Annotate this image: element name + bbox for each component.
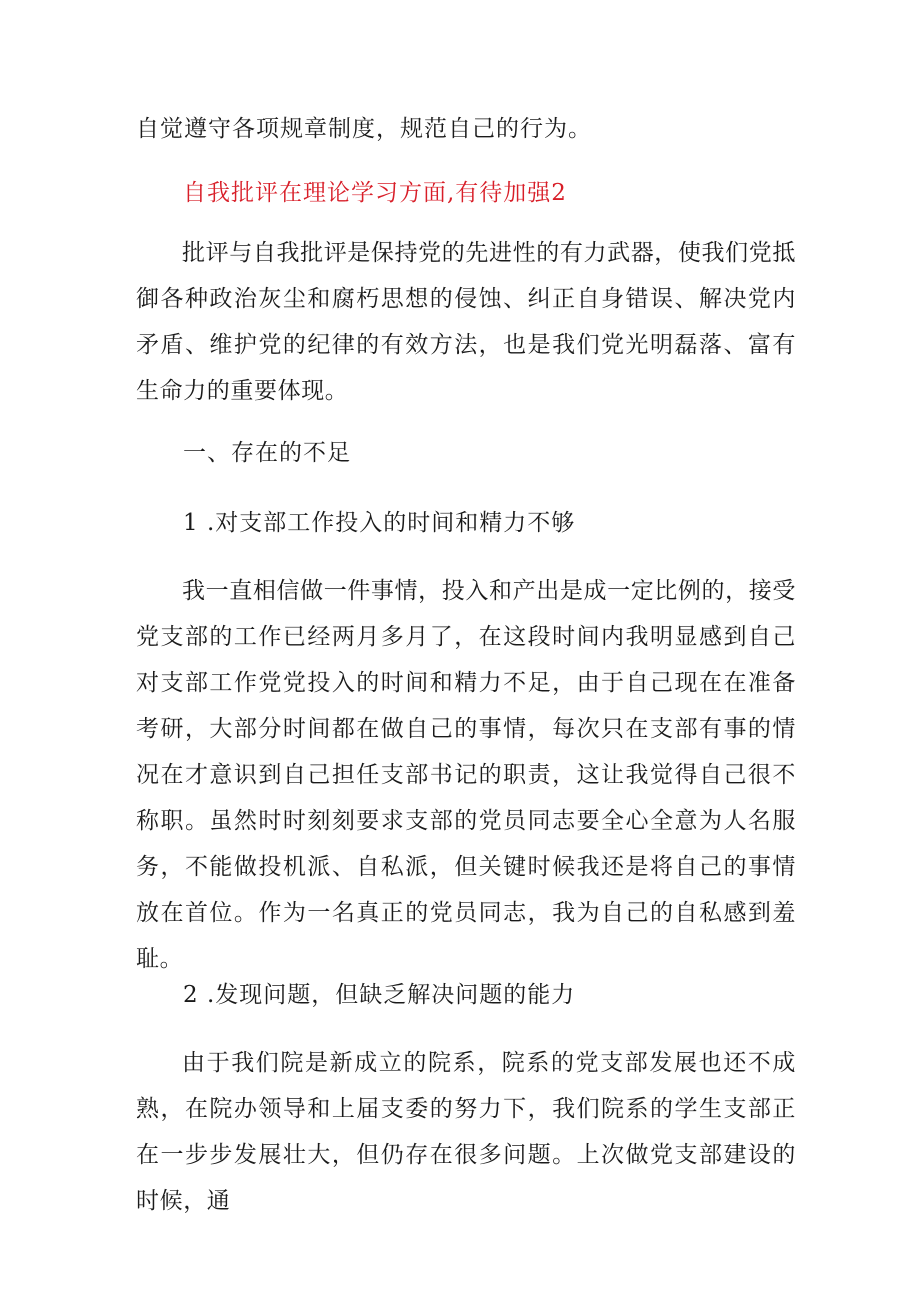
item-2-title: 2 .发现问题，但缺乏解决问题的能力 <box>183 982 576 1008</box>
continuation-line: 自觉遵守各项规章制度，规范自己的行为。 <box>136 116 592 142</box>
section-heading: 自我批评在理论学习方面,有待加强2 <box>183 180 567 206</box>
item-1-title: 1 .对支部工作投入的时间和精力不够 <box>183 510 576 536</box>
item-1-body: 我一直相信做一件事情，投入和产出是成一定比例的，接受党支部的工作已经两月多月了，在这段时间内我明显感到自己对支部工作党党投入的时间和精力不足，由于自己现在在准备考研，大部分时间都在做自己的事情，每次只在支部有事的情况在才意识到自己担任支部书记的职责，这让我觉得自己很不称职。虽然时时刻刻要求支部的党员同志要全心全意为人名服务，不能做投机派、自私派，但关键时候我还是将自己的事情放在首位。作为一名真正的党员同志，我为自己的自私感到羞耻。 <box>136 578 796 972</box>
section-title-shortcomings: 一、存在的不足 <box>183 440 351 466</box>
intro-paragraph: 批评与自我批评是保持党的先进性的有力武器，使我们党抵御各种政治灰尘和腐朽思想的侵蚀、纠正自身错误、解决党内矛盾、维护党的纪律的有效方法，也是我们党光明磊落、富有生命力的重要体现。 <box>136 240 796 404</box>
item-2-body: 由于我们院是新成立的院系，院系的党支部发展也还不成熟，在院办领导和上届支委的努力下，我们院系的学生支部正在一步步发展壮大，但仍存在很多问题。上次做党支部建设的时候，通 <box>136 1050 796 1214</box>
